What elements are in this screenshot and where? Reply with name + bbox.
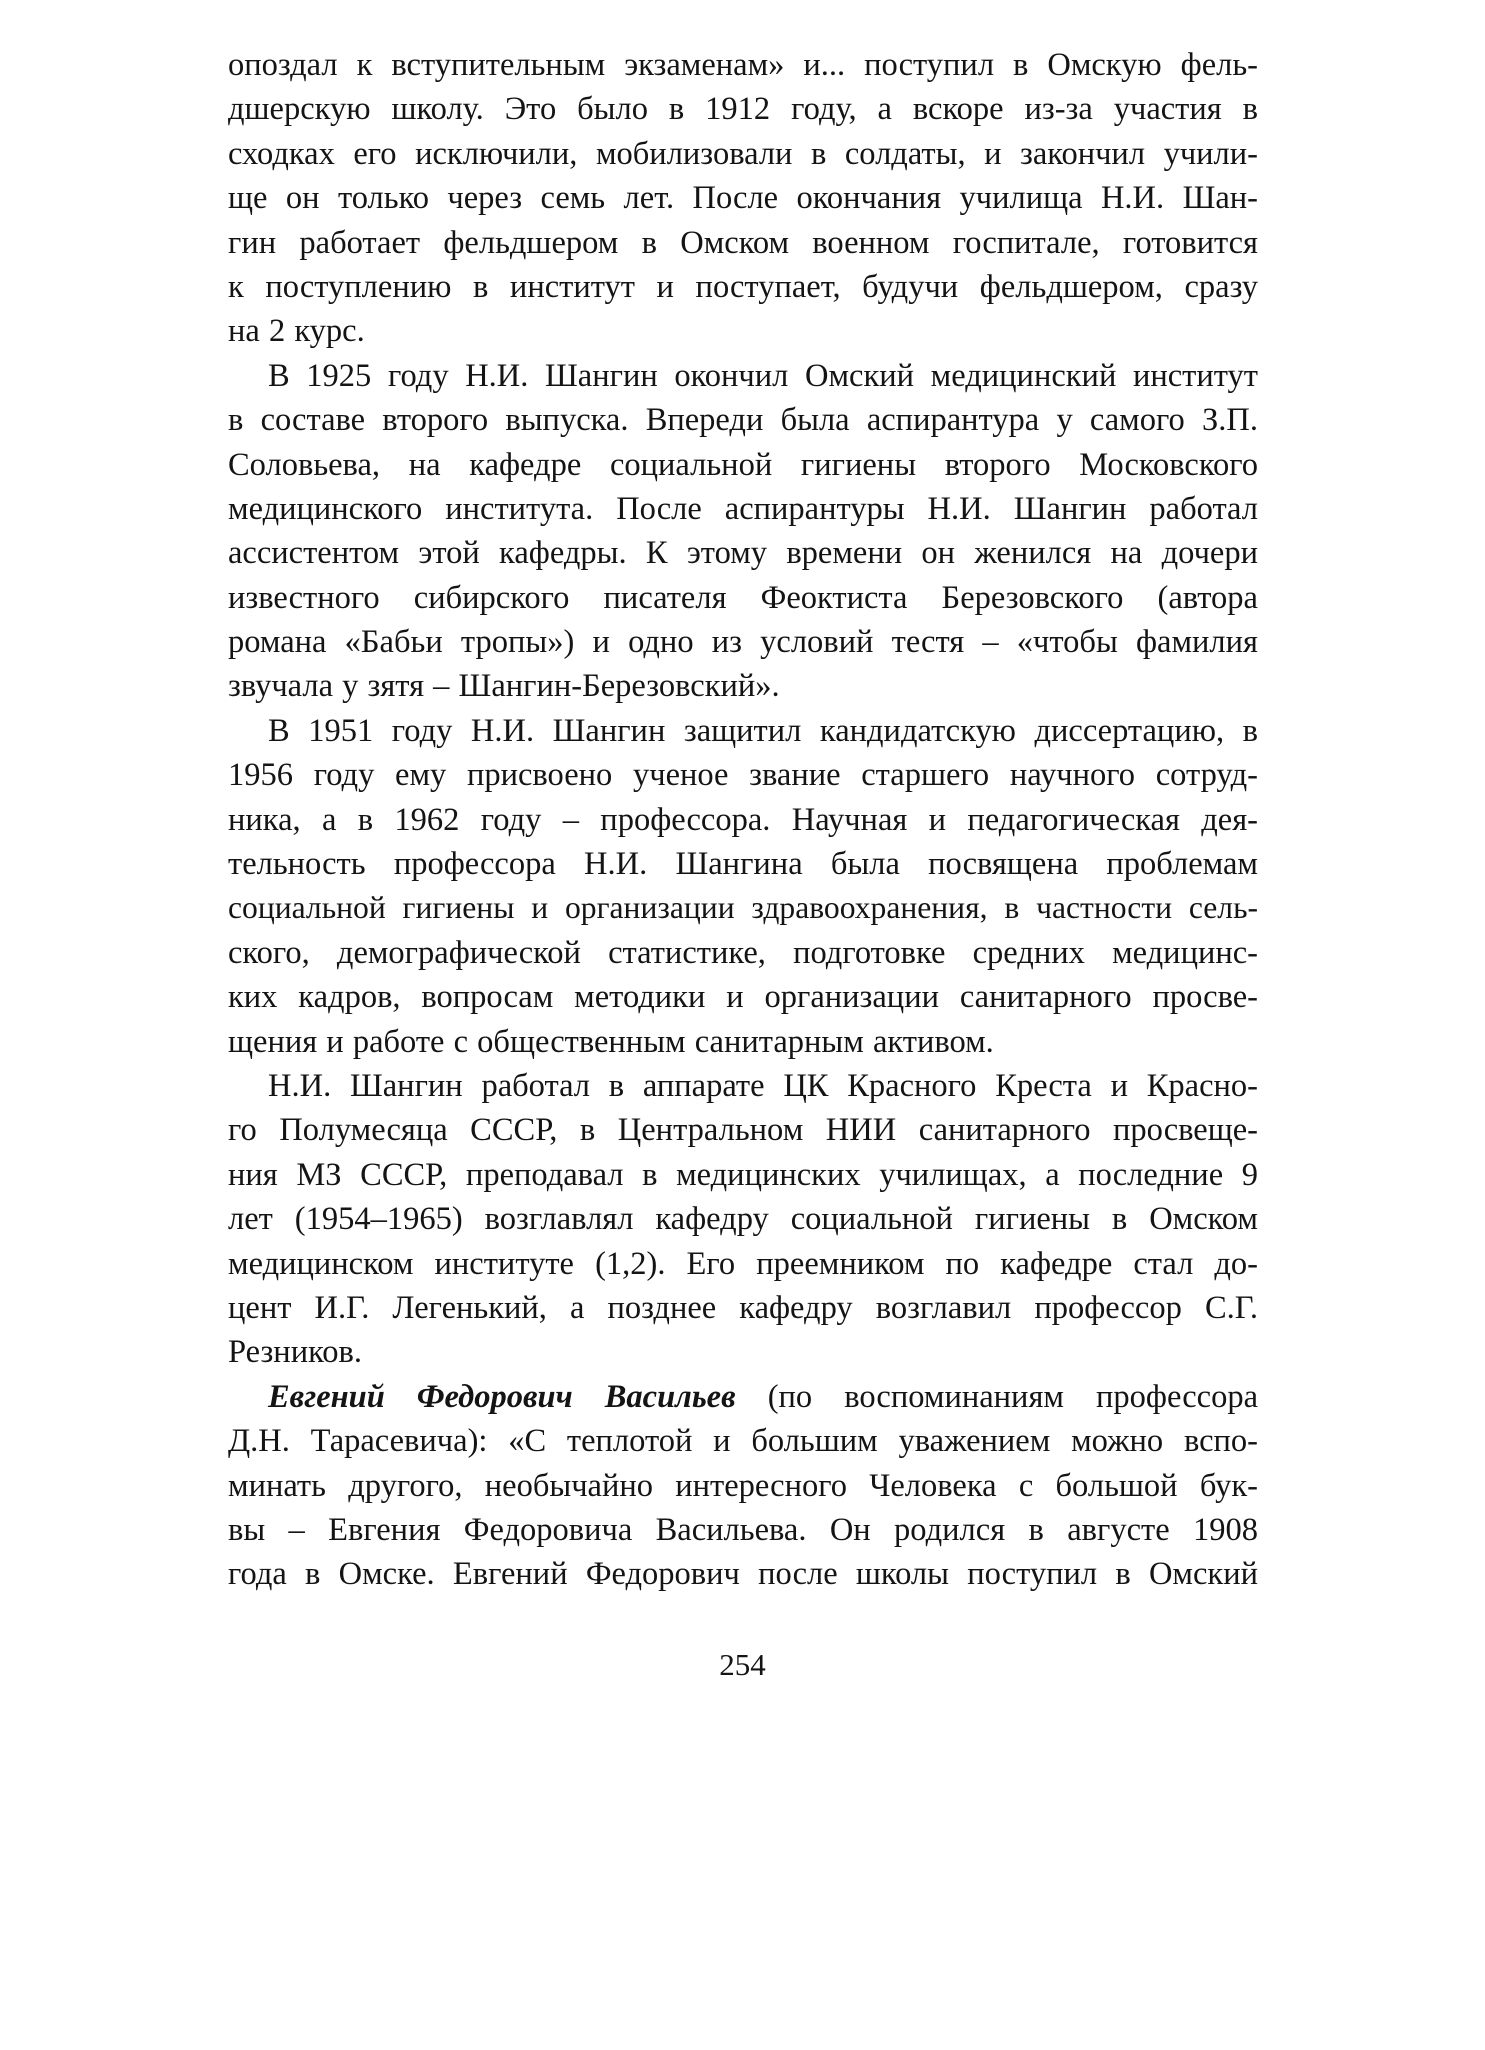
text-line: медицинского института. После аспирантуры Н.И. Шангин работал — [228, 490, 1258, 527]
page-number: 254 — [719, 1647, 766, 1682]
paragraph-1 — [228, 43, 1258, 354]
text-line: в составе второго выпуска. Впереди была аспирантура у самого З.П. — [228, 402, 1258, 439]
text-line: ще он только через семь лет. После окончания училища Н.И. Шан- — [228, 180, 1258, 217]
body-text — [228, 43, 1258, 1597]
text-line: ких кадров, вопросам методики и организации санитарного просве- — [228, 979, 1258, 1016]
text-line: известного сибирского писателя Феоктиста Березовского (автора — [228, 579, 1258, 616]
text-line: В 1951 году Н.И. Шангин защитил кандидатскую диссертацию, в — [268, 712, 1258, 749]
text-line: щения и работе с общественным санитарным активом. — [228, 1023, 994, 1060]
text-line: 1956 году ему присвоено ученое звание старшего научного сотруд- — [228, 757, 1258, 794]
text-line: вы – Евгения Федоровича Васильева. Он родился в августе 1908 — [228, 1511, 1258, 1548]
text-line: социальной гигиены и организации здравоохранения, в частности сель- — [228, 890, 1258, 926]
text-line: минать другого, необычайно интересного Человека с большой бук- — [228, 1467, 1258, 1504]
text-line: гин работает фельдшером в Омском военном госпитале, готовится — [228, 224, 1258, 261]
text-line: опоздал к вступительным экзаменам» и... поступил в Омскую фель- — [228, 47, 1258, 83]
text-line: В 1925 году Н.И. Шангин окончил Омский медицинский институт — [268, 357, 1258, 394]
text-line: го Полумесяца СССР, в Центральном НИИ санитарного просвеще- — [228, 1112, 1258, 1149]
paragraph-3 — [228, 709, 1258, 1064]
text-line: к поступлению в институт и поступает, будучи фельдшером, сразу — [228, 268, 1258, 305]
text-line: тельность профессора Н.И. Шангина была посвящена проблемам — [228, 846, 1258, 883]
text-line: цент И.Г. Легенький, а позднее кафедру возглавил профессор С.Г. — [228, 1289, 1258, 1326]
paragraph-4 — [228, 1064, 1258, 1375]
paragraph-2 — [228, 354, 1258, 709]
person-name-emphasis: Евгений Федорович Васильев — [268, 1378, 736, 1415]
text-line — [228, 1375, 1258, 1419]
text-line: ния МЗ СССР, преподавал в медицинских училищах, а последние 9 — [228, 1156, 1258, 1193]
paragraph-5 — [228, 1375, 1258, 1597]
text-line: ассистентом этой кафедры. К этому времени он женился на дочери — [228, 535, 1258, 572]
text-line: на 2 курс. — [228, 313, 365, 350]
text-line: ника, а в 1962 году – профессора. Научная и педагогическая дея- — [228, 801, 1258, 838]
text-line: романа «Бабьи тропы») и одно из условий тестя – «чтобы фамилия — [228, 624, 1258, 661]
text-line: года в Омске. Евгений Федорович после школы поступил в Омский — [228, 1556, 1258, 1593]
text-fragment: (по воспоминаниям профессора — [735, 1378, 1258, 1415]
text-line: лет (1954–1965) возглавлял кафедру социальной гигиены в Омском — [228, 1201, 1258, 1238]
text-line: звучала у зятя – Шангин-Березовский». — [228, 668, 780, 705]
text-line: Соловьева, на кафедре социальной гигиены второго Московского — [228, 446, 1258, 483]
text-line: Д.Н. Тарасевича): «С теплотой и большим уважением можно вспо- — [228, 1423, 1258, 1460]
text-line: Н.И. Шангин работал в аппарате ЦК Красного Креста и Красно- — [268, 1067, 1258, 1104]
text-line: сходках его исключили, мобилизовали в солдаты, и закончил учили- — [228, 135, 1258, 172]
text-line: ского, демографической статистике, подготовке средних медицинс- — [228, 934, 1258, 971]
text-line: медицинском институте (1,2). Его преемником по кафедре стал до- — [228, 1245, 1258, 1282]
text-line: дшерскую школу. Это было в 1912 году, а вскоре из-за участия в — [228, 91, 1258, 128]
text-line: Резников. — [228, 1334, 362, 1371]
